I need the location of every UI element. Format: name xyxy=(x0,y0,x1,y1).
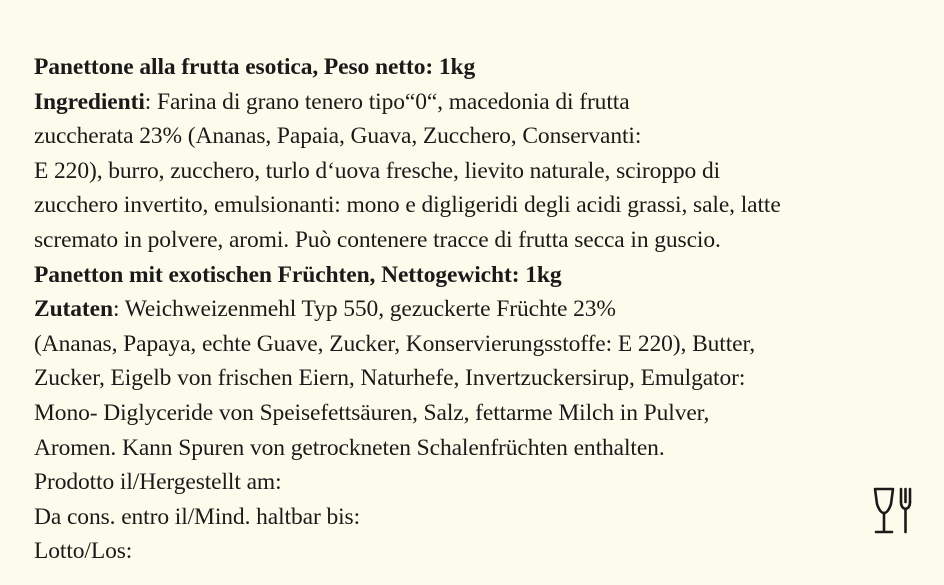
product-label xyxy=(34,50,924,569)
italian-ingredients-line-2: zuccherata 23% (Ananas, Papaia, Guava, Zucchero, Conservanti: xyxy=(34,123,642,150)
italian-ingredients-line-4: zucchero invertito, emulsionanti: mono e digligeridi degli acidi grassi, sale, latte xyxy=(34,192,781,219)
german-ingredients-line-1 xyxy=(34,292,924,327)
italian-ingredients-line-5: scremato in polvere, aromi. Può contenere tracce di frutta secca in guscio. xyxy=(34,226,721,253)
german-ingredients-line-4: Mono- Diglyceride von Speisefettsäuren, Salz, fettarme Milch in Pulver, xyxy=(34,399,710,426)
italian-ingredients-text-1: : Farina di grano tenero tipo“0“, macedonia di frutta xyxy=(144,88,630,115)
produced-on-field: Prodotto il/Hergestellt am: xyxy=(34,469,282,496)
german-title: Panetton mit exotischen Früchten, Nettogewicht: 1kg xyxy=(34,261,562,288)
glass-fork-icon xyxy=(872,486,914,536)
italian-ingredients-line-3: E 220), burro, zucchero, turlo d‘uova fresche, lievito naturale, sciroppo di xyxy=(34,157,721,184)
german-ingredients-line-3: Zucker, Eigelb von frischen Eiern, Naturhefe, Invertzuckersirup, Emulgator: xyxy=(34,365,746,392)
italian-ingredients-heading: Ingredienti xyxy=(34,88,145,115)
german-ingredients-line-5: Aromen. Kann Spuren von getrockneten Schalenfrüchten enthalten. xyxy=(34,434,665,461)
italian-title: Panettone alla frutta esotica, Peso netto: 1kg xyxy=(34,54,476,80)
german-ingredients-text-1: : Weichweizenmehl Typ 550, gezuckerte Früchte 23% xyxy=(112,296,616,323)
best-before-field: Da cons. entro il/Mind. haltbar bis: xyxy=(34,503,360,530)
german-ingredients-line-2: (Ananas, Papaya, echte Guave, Zucker, Konservierungsstoffe: E 220), Butter, xyxy=(34,330,756,357)
german-ingredients-heading: Zutaten xyxy=(34,296,113,323)
italian-ingredients-line-1 xyxy=(34,85,924,120)
lot-field: Lotto/Los: xyxy=(34,538,133,565)
